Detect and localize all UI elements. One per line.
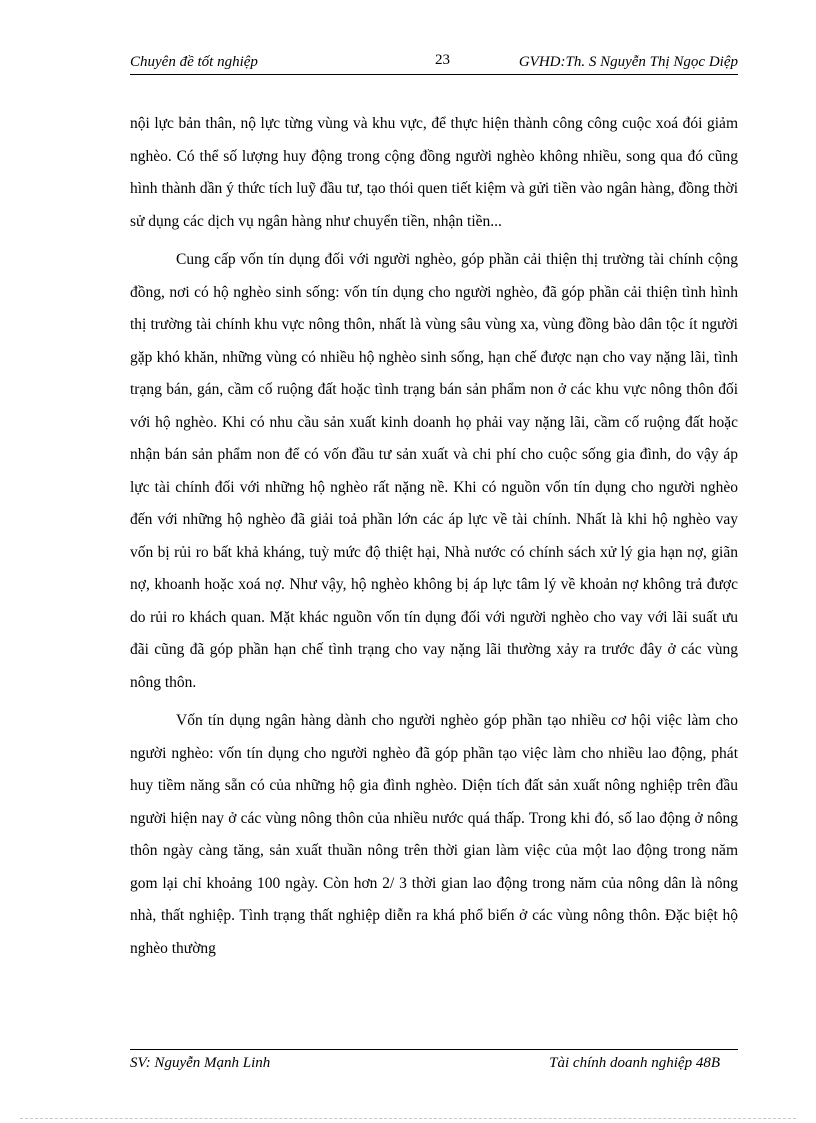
- header-document-title: Chuyên đề tốt nghiệp: [130, 54, 258, 70]
- page-number: 23: [435, 52, 450, 68]
- page-break-line: [20, 1118, 796, 1119]
- page-header: [130, 52, 738, 75]
- footer-class: Tài chính doanh nghiệp 48B: [549, 1055, 720, 1071]
- document-body: [130, 108, 738, 965]
- paragraph-employment: Vốn tín dụng ngân hàng dành cho người nghèo góp phần tạo nhiều cơ hội việc làm cho người nghèo: vốn tín dụng cho người nghèo đã góp phần tạo việc làm cho nhiều lao động, phát huy tiềm năng sẵn có của những hộ gia đình nghèo. Diện tích đất sản xuất nông nghiệp trên đầu người hiện nay ở các vùng nông thôn của nhiều nước quá thấp. Trong khi đó, số lao động ở nông thôn ngày càng tăng, sản xuất thuần nông trên thời gian làm việc của một lao động trong năm gom lại chỉ khoảng 100 ngày. Còn hơn 2/ 3 thời gian lao động trong năm của nông dân là nông nhà, thất nghiệp. Tình trạng thất nghiệp diễn ra khá phổ biến ở các vùng nông thôn. Đặc biệt hộ nghèo thường: [130, 712, 738, 957]
- paragraph-continuation: nội lực bản thân, nộ lực từng vùng và khu vực, để thực hiện thành công công cuộc xoá đói giảm nghèo. Có thể số lượng huy động trong cộng đồng người nghèo không nhiều, song qua đó cũng hình thành dần ý thức tích luỹ đầu tư, tạo thói quen tiết kiệm và gửi tiền vào ngân hàng, đồng thời sử dụng các dịch vụ ngân hàng như chuyển tiền, nhận tiền...: [130, 115, 738, 230]
- footer-student: SV: Nguyễn Mạnh Linh: [130, 1055, 271, 1071]
- paragraph-credit-market: Cung cấp vốn tín dụng đối với người nghèo, góp phần cải thiện thị trường tài chính cộng đồng, nơi có hộ nghèo sinh sống: vốn tín dụng cho người nghèo, đã góp phần cải thiện tình hình thị trường tài chính khu vực nông thôn, nhất là vùng sâu vùng xa, vùng đồng bào dân tộc ít người gặp khó khăn, những vùng có nhiều hộ nghèo sinh sống, hạn chế được nạn cho vay nặng lãi, tình trạng bán, gán, cầm cố ruộng đất hoặc tình trạng bán sản phẩm non ở các khu vực nông thôn đối với hộ nghèo. Khi có nhu cầu sản xuất kinh doanh họ phải vay nặng lãi, cầm cố ruộng đất hoặc nhận bán sản phẩm non để có vốn đầu tư sản xuất và chi phí cho cuộc sống gia đình, do vậy áp lực tài chính đối với những hộ nghèo rất nặng nề. Khi có nguồn vốn tín dụng cho người nghèo đến với những hộ nghèo đã giải toả phần lớn các áp lực về tài chính. Nhất là khi hộ nghèo vay vốn bị rủi ro bất khả kháng, tuỳ mức độ thiệt hại, Nhà nước có chính sách xử lý gia hạn nợ, giãn nợ, khoanh hoặc xoá nợ. Như vậy, hộ nghèo không bị áp lực tâm lý về khoản nợ không trả được do rủi ro khách quan. Mặt khác nguồn vốn tín dụng đối với người nghèo cho vay với lãi suất ưu đãi cũng đã góp phần hạn chế tình trạng cho vay nặng lãi thường xảy ra trước đây ở các vùng nông thôn.: [130, 251, 738, 691]
- page-footer: [130, 1049, 738, 1071]
- header-supervisor: GVHD:Th. S Nguyễn Thị Ngọc Diệp: [518, 54, 738, 70]
